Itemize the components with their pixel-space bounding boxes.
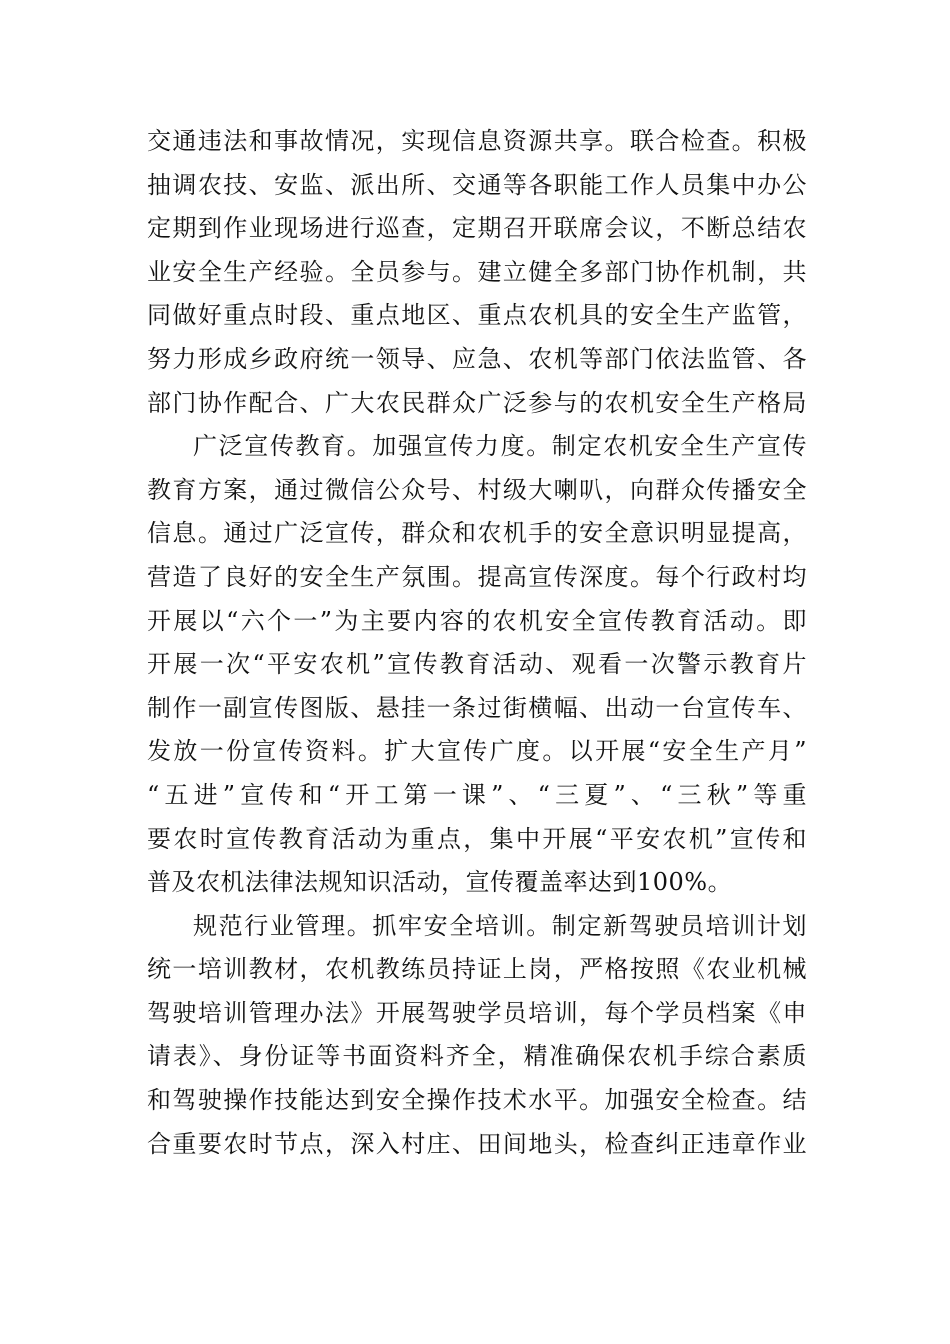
text-line: 和驾驶操作技能达到安全操作技术水平。加强安全检查。结 <box>147 1086 807 1115</box>
text-line: 营造了良好的安全生产氛围。提高宣传深度。每个行政村均 <box>147 562 807 591</box>
text-line: 请表》、身份证等书面资料齐全，精准确保农机手综合素质 <box>147 1042 807 1071</box>
text-line: 开展以“六个一”为主要内容的农机安全宣传教育活动。即 <box>147 606 807 635</box>
text-line: 交通违法和事故情况，实现信息资源共享。联合检查。积极 <box>147 127 807 155</box>
text-line: 抽调农技、安监、派出所、交通等各职能工作人员集中办公 <box>147 170 807 199</box>
text-line: 教育方案，通过微信公众号、村级大喇叭，向群众传播安全 <box>147 475 807 504</box>
text-line: “五进”宣传和“开工第一课”、“三夏”、“三秋”等重 <box>147 780 807 809</box>
text-line: 驾驶培训管理办法》开展驾驶学员培训，每个学员档案《申 <box>147 998 807 1027</box>
text-line: 开展一次“平安农机”宣传教育活动、观看一次警示教育片 <box>147 650 807 679</box>
text-line: 努力形成乡政府统一领导、应急、农机等部门依法监管、各 <box>147 344 807 373</box>
text-line: 发放一份宣传资料。扩大宣传广度。以开展“安全生产月” <box>147 737 807 766</box>
text-line: 要农时宣传教育活动为重点，集中开展“平安农机”宣传和 <box>147 824 807 853</box>
text-line: 广泛宣传教育。加强宣传力度。制定农机安全生产宣传 <box>193 432 807 461</box>
text-line: 部门协作配合、广大农民群众广泛参与的农机安全生产格局 <box>147 388 807 417</box>
text-line: 业安全生产经验。全员参与。建立健全多部门协作机制，共 <box>147 257 807 286</box>
text-line: 制作一副宣传图版、悬挂一条过街横幅、出动一台宣传车、 <box>147 693 807 722</box>
text-line: 同做好重点时段、重点地区、重点农机具的安全生产监管， <box>147 301 807 330</box>
text-line: 定期到作业现场进行巡查，定期召开联席会议，不断总结农 <box>147 214 807 243</box>
text-line: 规范行业管理。抓牢安全培训。制定新驾驶员培训计划 <box>193 911 807 940</box>
text-line: 统一培训教材，农机教练员持证上岗，严格按照《农业机械 <box>147 955 807 984</box>
document-body <box>147 120 807 1166</box>
text-line: 信息。通过广泛宣传，群众和农机手的安全意识明显提高， <box>147 519 807 548</box>
text-line: 合重要农时节点，深入村庄、田间地头，检查纠正违章作业 <box>147 1129 807 1158</box>
text-line: 普及农机法律法规知识活动，宣传覆盖率达到100%。 <box>147 868 733 897</box>
